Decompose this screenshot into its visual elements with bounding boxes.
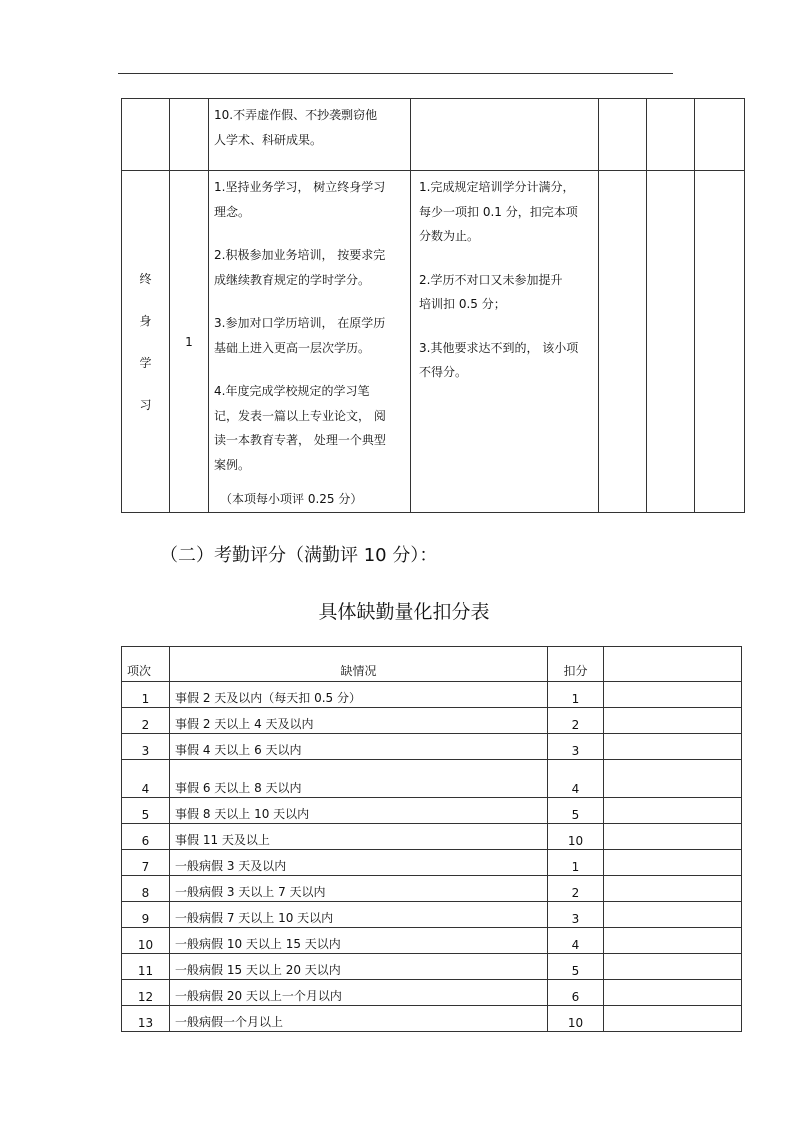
row-deduction: 2	[548, 708, 604, 734]
row-deduction: 5	[548, 954, 604, 980]
table-row	[122, 734, 742, 760]
section-heading: （二）考勤评分（满勤评 10 分）：	[160, 545, 438, 566]
table-row	[122, 876, 742, 902]
text-line: 不得分。	[419, 365, 468, 379]
row-blank	[604, 902, 742, 928]
row-description: 一般病假 20 天以上一个月以内	[170, 980, 548, 1006]
row-description: 事假 2 天以上 4 天及以内	[170, 708, 548, 734]
text-line: 3.其他要求达不到的， 该小项	[419, 340, 579, 355]
text-line: 2.积极参加业务培训， 按要求完	[214, 248, 386, 262]
row-number: 13	[122, 1006, 170, 1032]
row-number: 12	[122, 980, 170, 1006]
row-number: 6	[122, 824, 170, 850]
table-row	[122, 682, 742, 708]
row-description: 一般病假一个月以上	[170, 1006, 548, 1032]
table-row	[122, 171, 745, 513]
table-title: 具体缺勤量化扣分表	[318, 601, 490, 623]
category-cell	[122, 171, 170, 513]
row-blank	[604, 980, 742, 1006]
text-line: 1.完成规定培训学分计满分，	[419, 180, 575, 194]
row-description: 一般病假 3 天及以内	[170, 850, 548, 876]
row-blank	[604, 954, 742, 980]
row-description: 一般病假 3 天以上 7 天以内	[170, 876, 548, 902]
text-line: 培训扣 0.5 分；	[419, 297, 506, 311]
table-row	[122, 824, 742, 850]
content-cell	[209, 99, 411, 171]
row-description: 一般病假 10 天以上 15 天以内	[170, 928, 548, 954]
row-deduction: 4	[548, 760, 604, 798]
table-row	[122, 902, 742, 928]
category-char: 习	[139, 397, 152, 412]
table-row	[122, 1006, 742, 1032]
criteria-cell	[411, 171, 599, 513]
row-number: 10	[122, 928, 170, 954]
row-blank	[604, 824, 742, 850]
row-description: 事假 11 天及以上	[170, 824, 548, 850]
table-row	[122, 954, 742, 980]
table-row	[122, 798, 742, 824]
row-description: 事假 2 天及以内（每天扣 0.5 分）	[170, 682, 548, 708]
row-blank	[604, 708, 742, 734]
header-desc: 缺情况	[170, 647, 548, 682]
text-line: 10.不弄虚作假、不抄袭剽窃他	[214, 108, 378, 122]
category-char: 学	[139, 355, 152, 370]
table-row	[122, 760, 742, 798]
text-line: 4.年度完成学校规定的学习笔	[214, 384, 370, 398]
row-deduction: 3	[548, 902, 604, 928]
row-blank	[604, 850, 742, 876]
row-description: 事假 4 天以上 6 天以内	[170, 734, 548, 760]
category-char: 终	[139, 271, 152, 286]
row-blank	[604, 734, 742, 760]
table-row	[122, 980, 742, 1006]
table-header-row	[122, 647, 742, 682]
row-blank	[604, 876, 742, 902]
row-description: 一般病假 15 天以上 20 天以内	[170, 954, 548, 980]
row-number: 2	[122, 708, 170, 734]
row-number: 1	[122, 682, 170, 708]
score-cell: 1	[170, 171, 209, 513]
row-number: 3	[122, 734, 170, 760]
evaluation-table	[121, 98, 745, 513]
header-no: 项次	[122, 647, 170, 682]
row-number: 4	[122, 760, 170, 798]
row-blank	[604, 760, 742, 798]
row-deduction: 10	[548, 824, 604, 850]
table-row	[122, 928, 742, 954]
text-line: 1.坚持业务学习， 树立终身学习	[214, 180, 386, 194]
category-char: 身	[139, 313, 152, 328]
text-line: 基础上进入更高一层次学历。	[214, 340, 371, 355]
text-line: 读一本教育专著， 处理一个典型	[214, 433, 386, 447]
table-row	[122, 850, 742, 876]
row-deduction: 2	[548, 876, 604, 902]
row-number: 9	[122, 902, 170, 928]
row-description: 一般病假 7 天以上 10 天以内	[170, 902, 548, 928]
text-line: 案例。	[214, 457, 251, 472]
row-deduction: 10	[548, 1006, 604, 1032]
text-line: 人学术、科研成果。	[214, 132, 323, 147]
absence-deduction-table	[121, 646, 742, 1032]
row-number: 11	[122, 954, 170, 980]
row-deduction: 6	[548, 980, 604, 1006]
text-line: 3.参加对口学历培训， 在原学历	[214, 316, 386, 330]
row-blank	[604, 798, 742, 824]
text-line: 理念。	[214, 204, 251, 219]
row-blank	[604, 1006, 742, 1032]
text-line: 每少一项扣 0.1 分，扣完本项	[419, 204, 578, 219]
row-deduction: 3	[548, 734, 604, 760]
table-row	[122, 708, 742, 734]
text-line: 成继续教育规定的学时学分。	[214, 272, 371, 287]
header-rule	[118, 73, 673, 74]
row-blank	[604, 928, 742, 954]
row-blank	[604, 682, 742, 708]
header-deduct: 扣分	[548, 647, 604, 682]
row-number: 7	[122, 850, 170, 876]
content-cell	[209, 171, 411, 513]
header-blank	[604, 647, 742, 682]
row-number: 8	[122, 876, 170, 902]
row-deduction: 1	[548, 850, 604, 876]
row-deduction: 4	[548, 928, 604, 954]
row-deduction: 5	[548, 798, 604, 824]
note-text: （本项每小项评 0.25 分）	[220, 492, 363, 506]
text-line: 记，发表一篇以上专业论文， 阅	[214, 408, 386, 423]
table-row	[122, 99, 745, 171]
row-description: 事假 8 天以上 10 天以内	[170, 798, 548, 824]
row-description: 事假 6 天以上 8 天以内	[170, 760, 548, 798]
text-line: 分数为止。	[419, 229, 480, 243]
text-line: 2.学历不对口又未参加提升	[419, 272, 563, 287]
row-number: 5	[122, 798, 170, 824]
row-deduction: 1	[548, 682, 604, 708]
